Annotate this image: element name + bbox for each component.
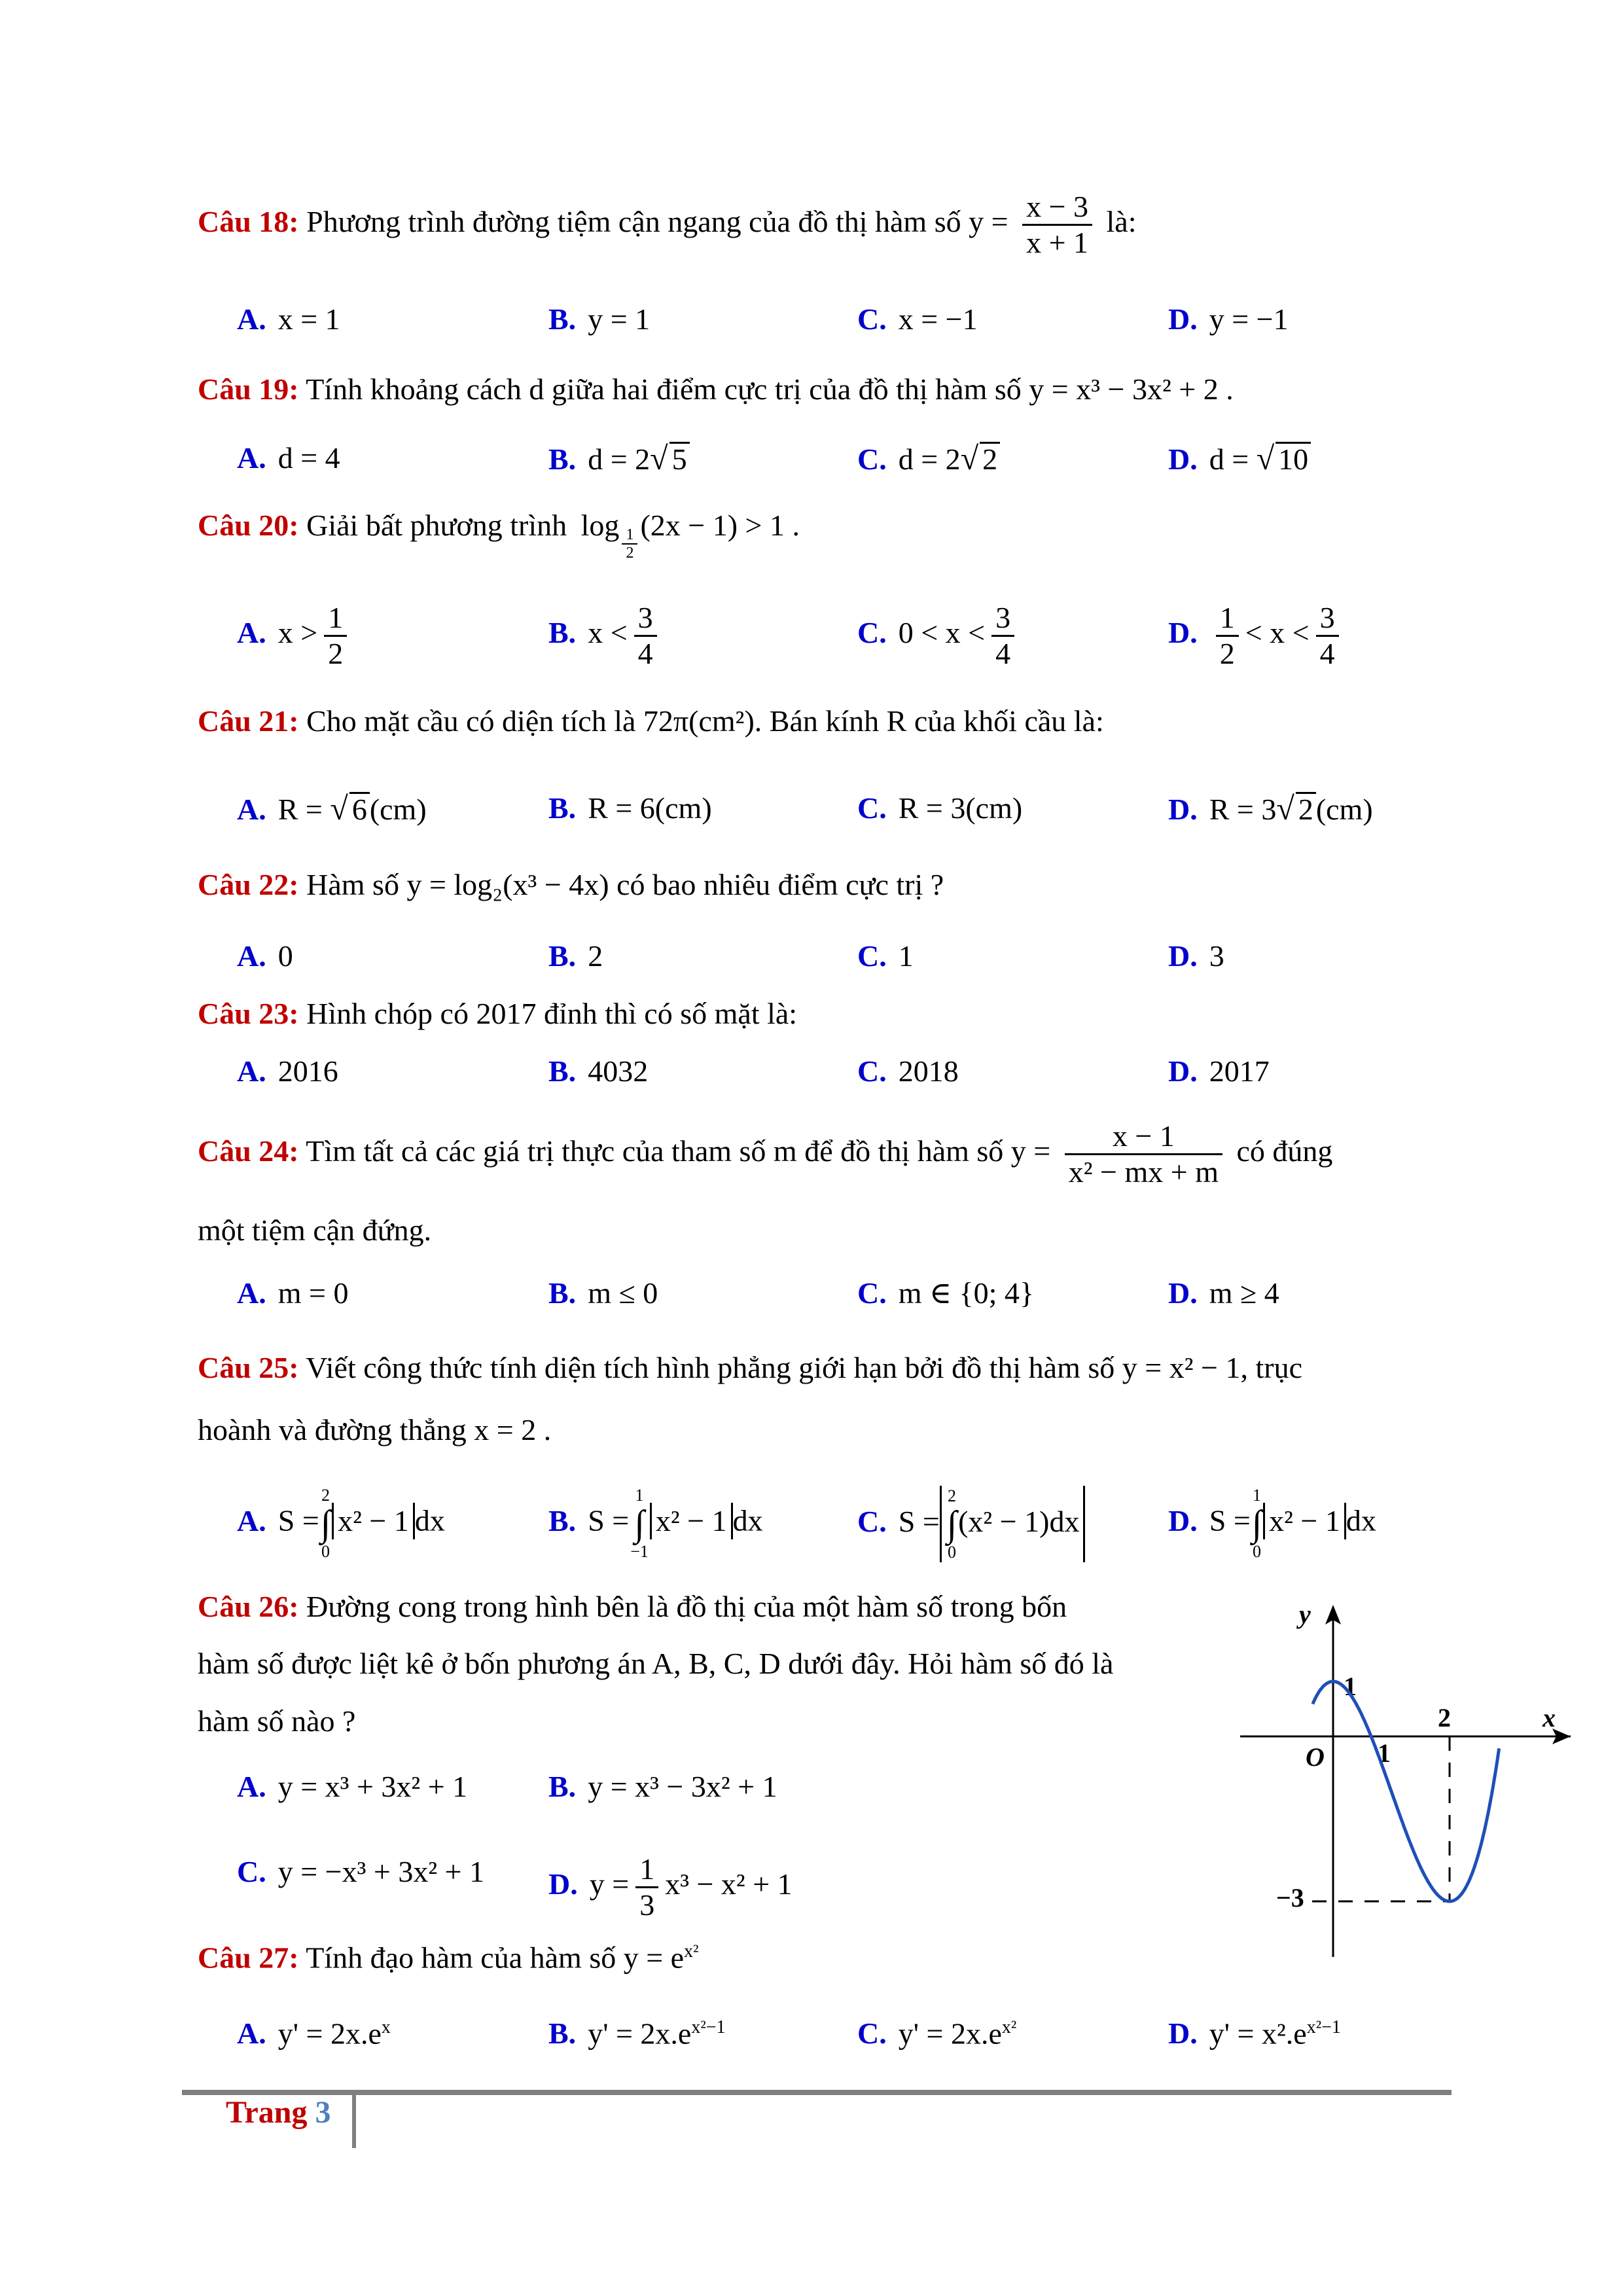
option-value: y =: [589, 1867, 630, 1901]
q21-option-a[interactable]: [237, 789, 427, 829]
frac-den: 3: [639, 1888, 655, 1922]
radicand: 10: [1275, 442, 1311, 475]
option-key: B.: [548, 1276, 577, 1310]
q27-option-c[interactable]: [857, 2008, 1016, 2053]
option-value: d = 2: [588, 442, 651, 476]
curve-line: [1313, 1681, 1499, 1901]
q19-label: Câu 19:: [198, 372, 299, 406]
upper-limit: 2: [321, 1486, 330, 1505]
q22-tail: có bao nhiêu điểm cực trị ?: [616, 868, 944, 901]
option-value: m ≤ 0: [588, 1276, 658, 1310]
option-key: C.: [857, 1054, 887, 1088]
option-value: R = 3(cm): [898, 791, 1023, 825]
option-key: A.: [237, 793, 266, 826]
q24-option-b[interactable]: [548, 1274, 658, 1313]
q26-stem-line3: hàm số nào ?: [198, 1704, 356, 1738]
q20-text: Giải bất phương trình: [306, 509, 567, 542]
q26-option-b[interactable]: [548, 1767, 777, 1806]
option-key: C.: [857, 1505, 887, 1538]
q19-option-d[interactable]: [1168, 439, 1311, 479]
q26-stem-line2: hàm số được liệt kê ở bốn phương án A, B, C, D dưới đây. Hỏi hàm số đó là: [198, 1647, 1114, 1680]
option-key: C.: [857, 1276, 887, 1310]
frac-num: 1: [635, 1852, 658, 1888]
option-value: R =: [277, 793, 330, 826]
q19-stem: [198, 370, 1234, 409]
radicand: 5: [669, 442, 690, 475]
option-lhs: S =: [277, 1503, 319, 1537]
frac-den: 2: [328, 637, 344, 670]
q18-option-a[interactable]: [237, 300, 340, 339]
option-key: A.: [237, 616, 266, 650]
option-unit: (cm): [1315, 793, 1373, 826]
tick-x-1: 1: [1378, 1738, 1391, 1768]
option-exponent: x²−1: [691, 2017, 726, 2037]
x-axis-label: x: [1543, 1703, 1556, 1732]
y-axis-label: y: [1299, 1600, 1311, 1629]
frac-num: 1: [324, 601, 347, 637]
q24-fraction: [1065, 1119, 1222, 1189]
q21-option-c[interactable]: [857, 789, 1022, 828]
option-value: d = 2: [898, 442, 961, 476]
option-value: 3: [1209, 939, 1224, 973]
option-value: d = 4: [277, 441, 340, 475]
tick-y-1: 1: [1344, 1672, 1357, 1701]
q26-option-c[interactable]: [237, 1852, 484, 1892]
option-fraction: [635, 1852, 658, 1922]
option-key: B.: [548, 1770, 577, 1803]
option-value: R = 3: [1209, 793, 1277, 826]
footer-divider: [352, 2094, 356, 2148]
frac-den: 4: [995, 637, 1011, 670]
q18-label: Câu 18:: [198, 205, 299, 239]
q24-option-c[interactable]: [857, 1274, 1034, 1313]
q27-label: Câu 27:: [198, 1941, 299, 1975]
option-value: y' = 2x.e: [277, 2017, 382, 2051]
option-key: D.: [548, 1867, 578, 1901]
q26-option-d[interactable]: [548, 1852, 793, 1922]
sqrt-icon: √: [960, 440, 979, 476]
integrand: x² − 1: [650, 1503, 733, 1539]
q24-stem: [198, 1119, 1332, 1189]
option-key: A.: [237, 1770, 266, 1803]
footer-page-number: 3: [315, 2095, 331, 2130]
upper-limit: 1: [1252, 1486, 1261, 1505]
abs-wrapper: [940, 1486, 1086, 1562]
option-value: y = −x³ + 3x² + 1: [277, 1855, 485, 1888]
q19-option-b[interactable]: [548, 439, 690, 479]
sqrt-icon: √: [650, 440, 668, 476]
option-fraction: [634, 601, 657, 671]
q19-option-c[interactable]: [857, 439, 1000, 479]
q27-option-b[interactable]: [548, 2008, 726, 2053]
option-key: C.: [857, 616, 887, 650]
q21-option-b[interactable]: [548, 789, 712, 828]
q23-stem: [198, 994, 797, 1033]
q23-option-b[interactable]: [548, 1052, 648, 1091]
q19-func: y = x³ − 3x² + 2 .: [1029, 372, 1234, 406]
q25-stem: [198, 1348, 1302, 1388]
q25-line2-text: hoành và đường thẳng: [198, 1413, 467, 1446]
origin-label: O: [1306, 1742, 1325, 1772]
q21-area: 72π(cm²): [643, 704, 755, 738]
sqrt-icon: √: [330, 790, 348, 827]
q18-den: x + 1: [1026, 226, 1089, 259]
q22-option-d[interactable]: [1168, 937, 1224, 976]
q27-func-exp: x²: [684, 1941, 699, 1962]
q27-text: Tính đạo hàm của hàm số: [306, 1941, 616, 1975]
q18-option-c[interactable]: [857, 300, 978, 339]
option-lhs: S =: [1209, 1503, 1251, 1537]
option-key: D.: [1168, 1503, 1198, 1537]
option-value: 2016: [277, 1054, 338, 1088]
option-fraction: [1216, 601, 1239, 671]
integral-icon: 2 ∫ 0: [946, 1486, 957, 1562]
option-value: x >: [277, 616, 318, 650]
differential: dx: [1346, 1503, 1376, 1537]
q20-base-den: 2: [626, 545, 634, 562]
option-key: C.: [857, 939, 887, 973]
option-value: y' = 2x.e: [588, 2017, 692, 2051]
integrand: (x² − 1)dx: [958, 1505, 1080, 1538]
option-key: B.: [548, 2017, 577, 2051]
option-key: B.: [548, 616, 577, 650]
option-fraction: [1316, 601, 1339, 671]
option-unit: (cm): [369, 793, 427, 826]
option-value: 1: [898, 939, 914, 973]
option-key: B.: [548, 442, 577, 476]
q18-option-b[interactable]: [548, 300, 650, 339]
integral-icon: 1 ∫ −1: [630, 1486, 649, 1561]
option-key: B.: [548, 791, 577, 825]
q22-func: y = log₂(x³ − 4x): [406, 868, 609, 901]
q20-base-num: 1: [622, 526, 637, 545]
option-value: d =: [1209, 442, 1257, 476]
q27-option-a[interactable]: [237, 2008, 391, 2053]
q26-stem-line1: [198, 1587, 1067, 1626]
sqrt-icon: √: [1256, 440, 1275, 476]
option-exponent: x²: [1001, 2017, 1017, 2037]
q23-option-d[interactable]: [1168, 1052, 1270, 1091]
option-exponent: x: [381, 2017, 391, 2037]
q18-tail: là:: [1106, 205, 1137, 239]
q21-option-d[interactable]: [1168, 789, 1373, 829]
q23-text: Hình chóp có 2017 đỉnh thì có số mặt là:: [306, 997, 798, 1030]
footer-page-label: [226, 2094, 330, 2130]
option-key: D.: [1168, 1276, 1198, 1310]
differential: dx: [732, 1503, 763, 1537]
upper-limit: 1: [635, 1486, 644, 1505]
q25-line2-eq: x = 2 .: [474, 1413, 552, 1446]
option-value: 2018: [898, 1054, 959, 1088]
option-key: B.: [548, 302, 577, 336]
q21-text: Cho mặt cầu có diện tích là: [306, 704, 636, 738]
option-value: y = x³ − 3x² + 1: [588, 1770, 777, 1803]
q18-num: x − 3: [1022, 190, 1092, 226]
integral-icon: 2 ∫ 0: [320, 1486, 331, 1561]
sqrt-icon: √: [1276, 790, 1294, 827]
q27-stem: [198, 1932, 699, 1977]
q21-stem: [198, 702, 1104, 741]
q18-lhs: y =: [969, 205, 1008, 239]
differential: dx: [414, 1503, 445, 1537]
q24-text: Tìm tất cả các giá trị thực của tham số m để đồ thị hàm số: [306, 1134, 1004, 1168]
option-value: m ∈ {0; 4}: [898, 1276, 1035, 1310]
tick-y-neg3: −3: [1276, 1883, 1304, 1912]
q18-fraction: [1022, 190, 1092, 260]
q26-option-a[interactable]: [237, 1767, 467, 1806]
frac-num: 3: [1316, 601, 1339, 637]
option-key: D.: [1168, 1054, 1198, 1088]
option-key: D.: [1168, 616, 1198, 650]
q24-option-d[interactable]: [1168, 1274, 1279, 1313]
q18-stem: [198, 190, 1137, 260]
frac-den: 4: [1319, 637, 1335, 670]
lower-limit: −1: [630, 1542, 649, 1561]
q25-func: y = x² − 1: [1122, 1351, 1241, 1384]
q23-option-a[interactable]: [237, 1052, 338, 1091]
radicand: 2: [980, 442, 1000, 475]
integrand: x² − 1: [332, 1503, 415, 1539]
q22-option-c[interactable]: [857, 937, 914, 976]
option-value: 2: [588, 939, 603, 973]
q20-log: log: [580, 509, 620, 542]
q19-text: Tính khoảng cách d giữa hai điểm cực trị của đồ thị hàm số: [306, 372, 1022, 406]
option-key: A.: [237, 441, 266, 475]
option-key: C.: [237, 1855, 266, 1888]
q24-num: x − 1: [1065, 1119, 1222, 1155]
q25-option-c[interactable]: [857, 1486, 1085, 1562]
q20-arg: (2x − 1) > 1 .: [640, 509, 800, 542]
q24-label: Câu 24:: [198, 1134, 299, 1168]
option-key: D.: [1168, 442, 1198, 476]
option-value: x = −1: [898, 302, 978, 336]
option-key: B.: [548, 1054, 577, 1088]
lower-limit: 0: [321, 1542, 330, 1561]
option-value: y' = x².e: [1209, 2017, 1307, 2051]
tick-x-2: 2: [1438, 1703, 1451, 1732]
option-lhs: S =: [898, 1505, 940, 1538]
option-value: y = −1: [1209, 302, 1289, 336]
option-fraction: [991, 601, 1014, 671]
q20-label: Câu 20:: [198, 509, 299, 542]
option-value: R = 6(cm): [588, 791, 712, 825]
option-value: y = 1: [588, 302, 651, 336]
option-key: D.: [1168, 793, 1198, 826]
q18-option-d[interactable]: [1168, 300, 1289, 339]
option-value: 4032: [588, 1054, 649, 1088]
option-value: 0: [277, 939, 293, 973]
q21-tail: . Bán kính R của khối cầu là:: [754, 704, 1104, 738]
q26-label: Câu 26:: [198, 1590, 299, 1623]
q18-text: Phương trình đường tiệm cận ngang của đồ thị hàm số: [306, 205, 961, 239]
q24-tail: có đúng: [1236, 1134, 1333, 1168]
footer-rule: [182, 2090, 1452, 2095]
option-key: B.: [548, 1503, 577, 1537]
option-key: C.: [857, 791, 887, 825]
q23-label: Câu 23:: [198, 997, 299, 1030]
q24-option-a[interactable]: [237, 1274, 348, 1313]
option-key: C.: [857, 442, 887, 476]
option-value: m = 0: [277, 1276, 349, 1310]
upper-limit: 2: [947, 1486, 956, 1506]
q27-func: y = e: [623, 1941, 685, 1975]
q24-stem-line2: một tiệm cận đứng.: [198, 1213, 432, 1247]
q25-stem-line2: [198, 1410, 551, 1450]
q22-option-b[interactable]: [548, 937, 603, 976]
option-value: y = x³ + 3x² + 1: [277, 1770, 468, 1803]
q26-text1: Đường cong trong hình bên là đồ thị của một hàm số trong bốn: [306, 1590, 1067, 1623]
option-value: < x <: [1245, 616, 1310, 650]
lower-limit: 0: [947, 1543, 956, 1562]
q27-option-d[interactable]: [1168, 2008, 1341, 2053]
integral-icon: 1 ∫ 0: [1251, 1486, 1262, 1561]
option-key: D.: [1168, 2017, 1198, 2051]
q25-option-d[interactable]: [1168, 1486, 1376, 1562]
q20-option-b[interactable]: [548, 601, 664, 671]
frac-den: 2: [1219, 637, 1235, 670]
q21-label: Câu 21:: [198, 704, 299, 738]
q25-option-b[interactable]: [548, 1486, 763, 1562]
frac-num: 3: [634, 601, 657, 637]
q20-option-c[interactable]: [857, 601, 1021, 671]
q23-option-c[interactable]: [857, 1052, 959, 1091]
q20-log-base: [622, 526, 637, 562]
q24-den: x² − mx + m: [1068, 1155, 1219, 1189]
radicand: 6: [349, 792, 370, 825]
q25-text: Viết công thức tính diện tích hình phẳng giới hạn bởi đồ thị hàm số: [306, 1351, 1115, 1384]
frac-num: 3: [991, 601, 1014, 637]
option-fraction: [324, 601, 347, 671]
q20-option-a[interactable]: [237, 601, 353, 671]
q22-text: Hàm số: [306, 868, 399, 901]
option-key: A.: [237, 1054, 266, 1088]
option-key: A.: [237, 1276, 266, 1310]
option-key: C.: [857, 2017, 887, 2051]
option-value: y' = 2x.e: [898, 2017, 1002, 2051]
q19-option-a[interactable]: [237, 439, 340, 478]
lower-limit: 0: [1252, 1542, 1261, 1561]
q26-graph: [1227, 1590, 1574, 1957]
q25-option-a[interactable]: [237, 1486, 445, 1562]
q25-label: Câu 25:: [198, 1351, 299, 1384]
integrand: x² − 1: [1263, 1503, 1346, 1539]
option-key: C.: [857, 302, 887, 336]
q20-stem: [198, 506, 800, 562]
option-key: A.: [237, 302, 266, 336]
option-key: A.: [237, 2017, 266, 2051]
radicand: 2: [1296, 792, 1316, 825]
frac-den: 4: [637, 637, 653, 670]
option-value: 2017: [1209, 1054, 1270, 1088]
option-value: x = 1: [277, 302, 340, 336]
footer-label-text: Trang: [226, 2095, 308, 2130]
option-key: A.: [237, 939, 266, 973]
option-key: A.: [237, 1503, 266, 1537]
q24-lhs: y =: [1010, 1134, 1051, 1168]
option-value: x <: [588, 616, 628, 650]
option-value-tail: x³ − x² + 1: [665, 1867, 793, 1901]
q20-option-d[interactable]: [1168, 601, 1346, 671]
option-value: m ≥ 4: [1209, 1276, 1279, 1310]
option-key: D.: [1168, 302, 1198, 336]
q22-option-a[interactable]: [237, 937, 293, 976]
option-key: D.: [1168, 939, 1198, 973]
option-exponent: x²−1: [1306, 2017, 1341, 2037]
option-key: B.: [548, 939, 577, 973]
option-value: 0 < x <: [898, 616, 986, 650]
q22-label: Câu 22:: [198, 868, 299, 901]
q25-tail: , trục: [1240, 1351, 1302, 1384]
option-lhs: S =: [588, 1503, 630, 1537]
frac-num: 1: [1216, 601, 1239, 637]
q22-stem: [198, 865, 944, 905]
